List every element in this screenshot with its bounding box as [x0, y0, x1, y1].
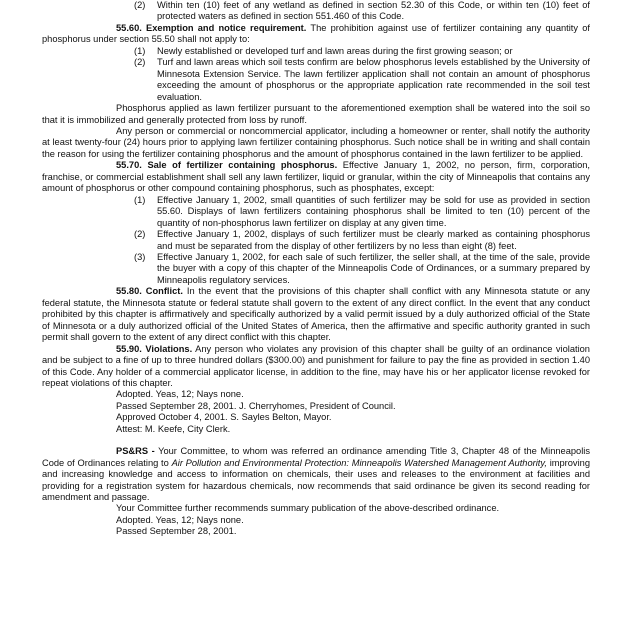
- adopted-line: Adopted. Yeas, 12; Nays none.: [116, 514, 244, 525]
- paragraph: Any person or commercial or noncommercial applicator, including a homeowner or renter, shall notify the authority at least twenty-four (24) hours prior to applying lawn fertilizer containing phosphorus. Such notice shall be in writing and shall contain the reason for using the fertilizer containing phosphorus and the amount of phosphorus contained in the lawn fertilizer to be applied.: [42, 125, 590, 159]
- list-item: [134, 0, 590, 23]
- passed-line: Passed September 28, 2001.: [116, 526, 237, 537]
- section-text: Any person who violates any provision of this chapter shall be guilty of an ordinance violation and be subject to a fine of up to three hundred dollars ($300.00) and punishment for failure to pay the fine as provided in section 1.40 of this Code. Any holder of a commercial applicator license, in addition to the fine, may have his or her applicator license revoked for repeat violations of this chapter.: [42, 343, 590, 388]
- attest-line: Attest: M. Keefe, City Clerk.: [116, 423, 231, 434]
- section-text: In the event that the provisions of this chapter shall conflict with any Minnesota statute or any federal statute, the Minnesota statute or federal statute shall govern to the extent of any direct conflict. In the event that any conduct prohibited by this chapter is affirmatively and specifically authorized by a valid permit issued by a duly authorized official of the State of Minnesota or a duly authorized official of the United States of America, then the affirmative and specific authority granted in such permit shall govern to the extent of any direct conflict with this chapter.: [42, 286, 590, 343]
- item-number: (2): [134, 57, 146, 68]
- passed-line: Passed September 28, 2001. J. Cherryhomes, President of Council.: [116, 400, 396, 411]
- paragraph: Phosphorus applied as lawn fertilizer pursuant to the aforementioned exemption shall be watered into the soil so that it is immobilized and generally protected from loss by runoff.: [42, 103, 590, 125]
- section-heading: 55.80. Conflict.: [116, 286, 183, 297]
- section-55-90: [42, 344, 590, 390]
- section-55-80: [42, 286, 590, 343]
- item-number: (2): [134, 229, 146, 240]
- report-text: Your Committee, to whom was referred an ordinance amending Title 3, Chapter 48 of the Minneapolis Code of Ordinances relating to: [42, 446, 591, 468]
- section-heading: 55.90. Violations.: [116, 343, 193, 354]
- item-number: (2): [134, 0, 146, 10]
- approved-line: Approved October 4, 2001. S. Sayles Belton, Mayor.: [116, 412, 332, 423]
- list-item: [134, 57, 590, 103]
- section-55-60: [42, 23, 590, 46]
- list-item: [134, 46, 590, 57]
- section-55-70: [42, 160, 590, 194]
- committee-tag: PS&RS -: [116, 446, 155, 457]
- item-number: (1): [134, 194, 146, 205]
- item-text: Turf and lawn areas which soil tests confirm are below phosphorus levels established by the University of Minnesota Extension Service. The lawn fertilizer application shall not contain an amount of phosphorus exceeding the amount of phosphorus or the appropriate application rate recommended in the soil test evaluation.: [157, 57, 590, 102]
- section-heading: 55.70. Sale of fertilizer containing phosphorus.: [116, 160, 338, 171]
- list-item: [134, 195, 590, 229]
- section-heading: 55.60. Exemption and notice requirement.: [116, 22, 307, 33]
- psrs-report: [42, 446, 590, 503]
- list-item: [134, 252, 590, 286]
- report-text: improving and increasing knowledge and access to information on chemicals, their uses and releases to the environment at facilities and providing for a registration system for hazardous chemicals, now recommends that said ordinance be given its second reading for amendment and passage.: [42, 457, 590, 503]
- adopted-line: Adopted. Yeas, 12; Nays none.: [116, 389, 244, 400]
- item-text: Within ten (10) feet of any wetland as defined in section 52.30 of this Code, or within ten (10) feet of protected waters as defined in section 551.460 of this Code.: [157, 0, 590, 22]
- item-text: Effective January 1, 2002, displays of such fertilizer must be clearly marked as containing phosphorus and must be separated from the display of other fertilizers by no less than eight (8) feet.: [157, 229, 590, 251]
- item-number: (1): [134, 45, 146, 56]
- section-text: The prohibition against use of fertilizer containing any quantity of phosphorus under section 55.50 shall not apply to:: [42, 22, 590, 45]
- item-text: Effective January 1, 2002, for each sale of such fertilizer, the seller shall, at the time of the sale, provide the buyer with a copy of this chapter of the Minneapolis Code of Ordinances, or a summary prepared by Minneapolis regulatory services.: [157, 251, 590, 285]
- ordinance-title: Air Pollution and Environmental Protection: Minneapolis Watershed Management Authority,: [171, 457, 547, 468]
- spacer: [42, 435, 590, 446]
- document-body: [42, 0, 590, 538]
- item-text: Newly established or developed turf and lawn areas during the first growing season; or: [157, 45, 513, 56]
- section-text: Effective January 1, 2002, no person, firm, corporation, franchise, or commercial establishment shall sell any lawn fertilizer, liquid or granular, within the city of Minneapolis that contains any amount of phosphorus or other compound containing phosphorus, such as phosphates, except:: [42, 160, 590, 194]
- item-number: (3): [134, 251, 146, 262]
- item-text: Effective January 1, 2002, small quantities of such fertilizer may be sold for use as provided in section 55.60. Displays of lawn fertilizers containing phosphorus shall be limited to ten (10) percent of the quantity of non-phosphorus lawn fertilizer on display at any given time.: [157, 194, 590, 228]
- list-item: [134, 229, 590, 252]
- paragraph: Your Committee further recommends summary publication of the above-described ordinance.: [116, 503, 500, 514]
